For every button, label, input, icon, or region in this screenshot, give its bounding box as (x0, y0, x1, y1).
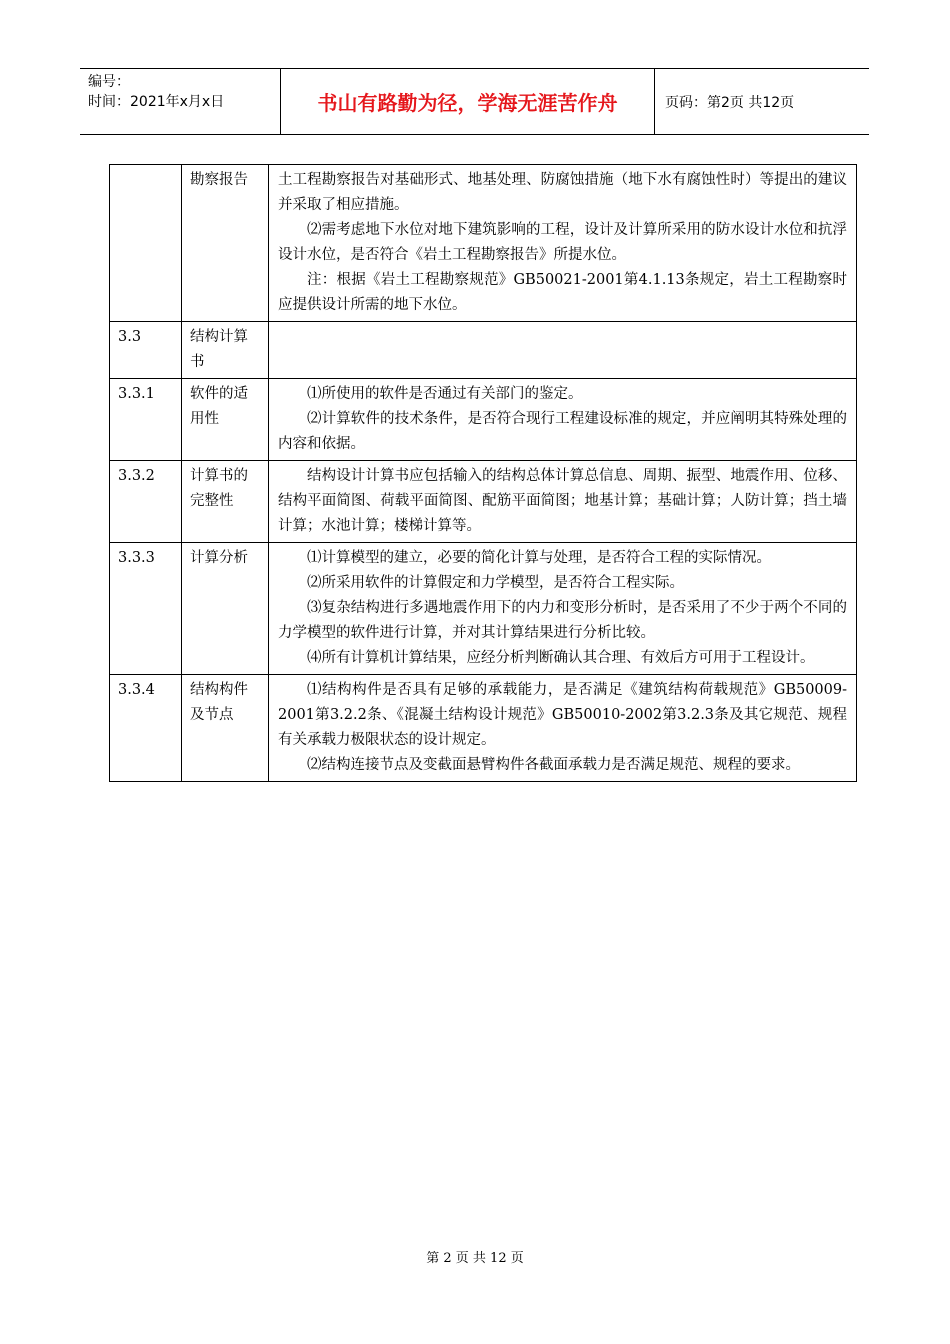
content-paragraph: 注：根据《岩土工程勘察规范》GB50021-2001第4.1.13条规定，岩土工程勘察时应提供设计所需的地下水位。 (278, 272, 847, 313)
content-paragraph: ⑵结构连接节点及变截面悬臂构件各截面承载力是否满足规范、规程的要求。 (307, 757, 800, 773)
page-header (80, 68, 869, 135)
section-number-cell: 3.3 (110, 322, 182, 379)
review-content-cell (269, 675, 857, 782)
review-item-cell: 计算书的完整性 (182, 461, 269, 543)
section-number-cell: 3.3.1 (110, 379, 182, 461)
review-item-cell: 勘察报告 (182, 165, 269, 322)
review-item-cell: 结构计算书 (182, 322, 269, 379)
content-paragraph: ⑵计算软件的技术条件，是否符合现行工程建设标准的规定，并应阐明其特殊处理的内容和依据。 (278, 411, 847, 452)
content-paragraph: 土工程勘察报告对基础形式、地基处理、防腐蚀措施（地下水有腐蚀性时）等提出的建议并采取了相应措施。 (278, 172, 847, 213)
review-item-cell: 结构构件及节点 (182, 675, 269, 782)
table-row (110, 322, 857, 379)
section-number-cell: 3.3.3 (110, 543, 182, 675)
review-item-cell: 软件的适用性 (182, 379, 269, 461)
content-paragraph: ⑴所使用的软件是否通过有关部门的鉴定。 (307, 386, 583, 402)
table-row (110, 675, 857, 782)
review-content-cell (269, 461, 857, 543)
review-content-cell (269, 165, 857, 322)
document-date: 时间：2021年x月x日 (88, 94, 225, 110)
content-paragraph: ⑴计算模型的建立，必要的简化计算与处理，是否符合工程的实际情况。 (307, 550, 771, 566)
review-table (109, 164, 857, 782)
table-row (110, 543, 857, 675)
content-paragraph: ⑶复杂结构进行多遇地震作用下的内力和变形分析时，是否采用了不少于两个不同的力学模型的软件进行计算，并对其计算结果进行分析比较。 (278, 600, 847, 641)
content-paragraph: 结构设计计算书应包括输入的结构总体计算总信息、周期、振型、地震作用、位移、结构平面简图、荷载平面简图、配筋平面简图；地基计算；基础计算；人防计算；挡土墙计算；水池计算；楼梯计算等。 (278, 468, 847, 534)
table-row (110, 379, 857, 461)
section-number-cell: 3.3.4 (110, 675, 182, 782)
content-paragraph: ⑴结构构件是否具有足够的承载能力，是否满足《建筑结构荷载规范》GB50009-2001第3.2.2条、《混凝土结构设计规范》GB50010-2002第3.2.3条及其它规范、规程有关承载力极限状态的设计规定。 (278, 682, 847, 748)
section-number-cell (110, 165, 182, 322)
page-footer: 第 2 页 共 12 页 (426, 1251, 524, 1266)
review-content-cell (269, 322, 857, 379)
document-number-label: 编号： (88, 74, 130, 90)
header-motto: 书山有路勤为径，学海无涯苦作舟 (281, 69, 655, 134)
table-row (110, 461, 857, 543)
section-number-cell: 3.3.2 (110, 461, 182, 543)
content-paragraph: ⑵需考虑地下水位对地下建筑影响的工程，设计及计算所采用的防水设计水位和抗浮设计水位，是否符合《岩土工程勘察报告》所提水位。 (278, 222, 847, 263)
header-meta (80, 69, 281, 134)
header-page-info: 页码：第2页 共12页 (665, 94, 795, 111)
review-content-cell (269, 379, 857, 461)
content-paragraph: ⑷所有计算机计算结果，应经分析判断确认其合理、有效后方可用于工程设计。 (307, 650, 815, 666)
review-item-cell: 计算分析 (182, 543, 269, 675)
table-row (110, 165, 857, 322)
content-paragraph: ⑵所采用软件的计算假定和力学模型，是否符合工程实际。 (307, 575, 684, 591)
review-content-cell (269, 543, 857, 675)
